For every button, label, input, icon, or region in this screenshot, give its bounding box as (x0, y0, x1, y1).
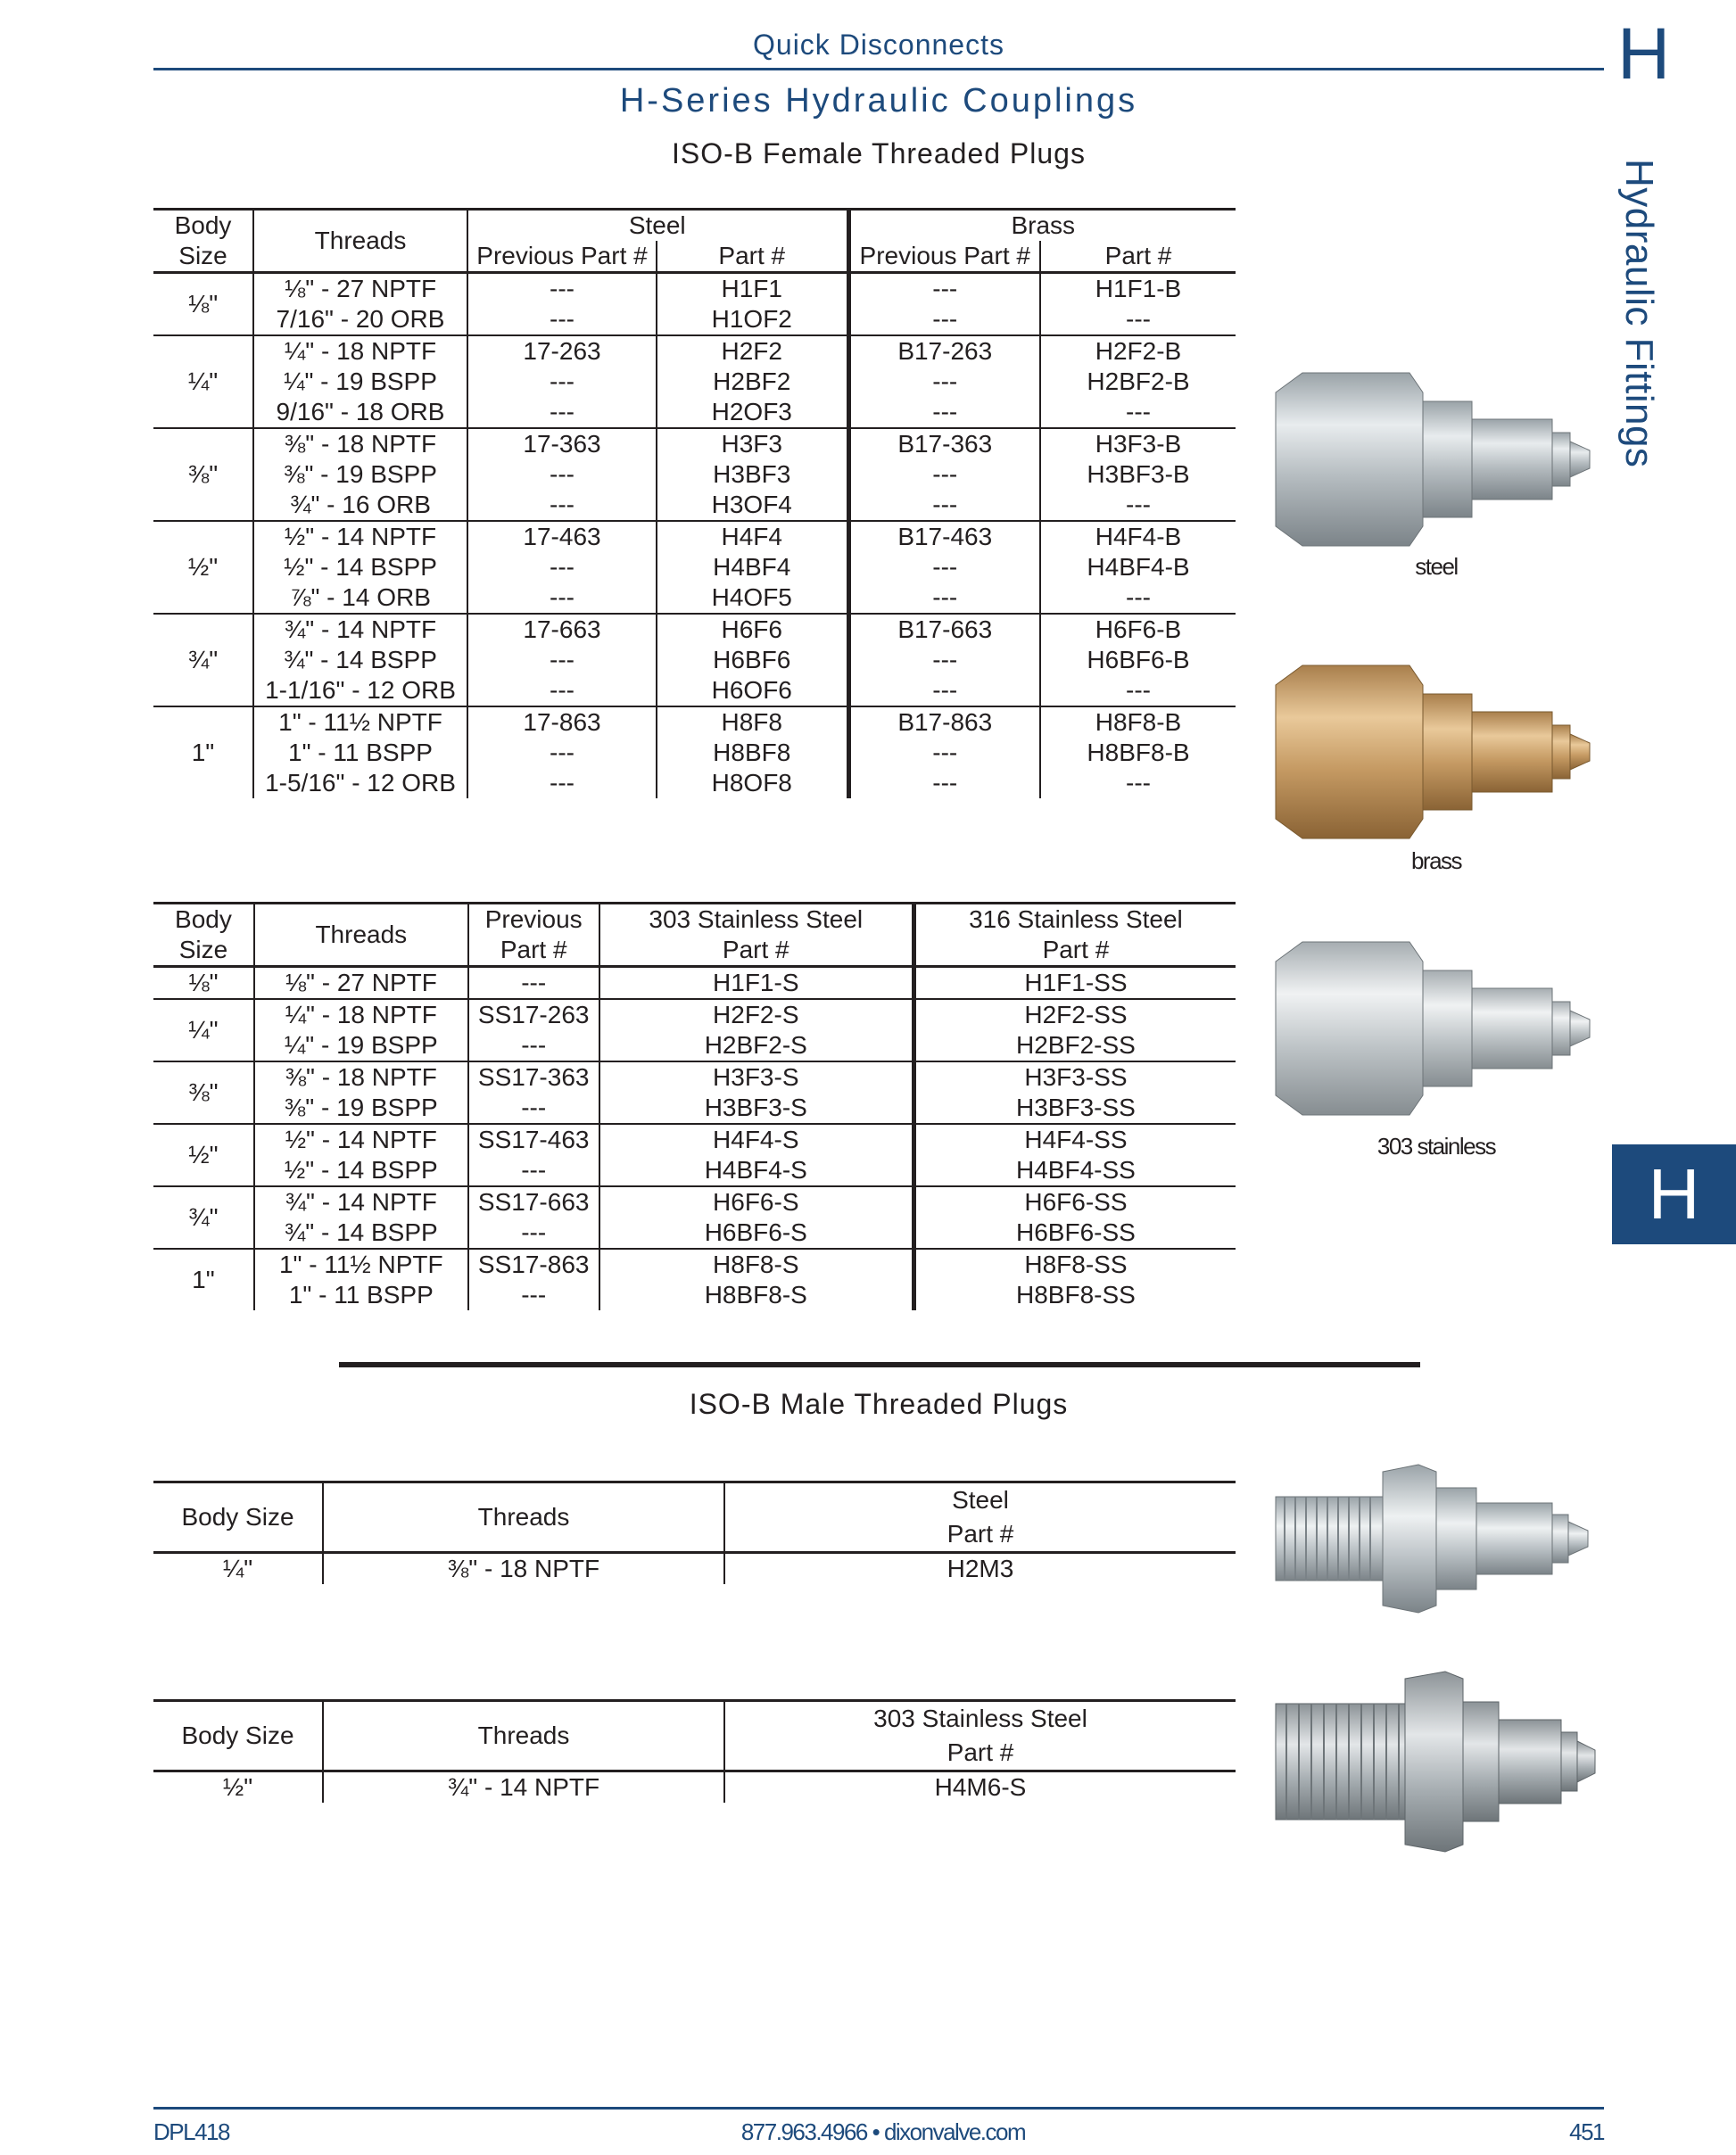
section-tab[interactable]: H (1612, 1144, 1736, 1244)
cell-brass-prev: --- (848, 490, 1040, 521)
cell-body-size: ¾" (153, 614, 253, 706)
footer-rule (153, 2107, 1604, 2110)
cell-size: ½" (222, 1773, 253, 1801)
cell-brass-prev: --- (848, 645, 1040, 675)
hdr4-part-label: Part # (947, 1738, 1014, 1766)
table-row (153, 706, 1236, 738)
cell-threads: ¼" - 19 BSPP (253, 367, 467, 397)
hdr2-ss303-part: Part # (722, 936, 789, 963)
table-row (153, 582, 1236, 614)
cell-brass-prev: --- (848, 582, 1040, 614)
hdr3-part-label: Part # (947, 1520, 1014, 1548)
cell-body-size: ½" (153, 521, 253, 614)
cell-brass-prev: --- (848, 273, 1040, 305)
cell-threads: ¼" - 18 NPTF (254, 999, 468, 1030)
table-row (153, 397, 1236, 428)
section-letter: H (1617, 13, 1671, 95)
cell-threads: ½" - 14 BSPP (253, 552, 467, 582)
cell-steel-prev: 17-263 (467, 335, 657, 367)
stainless-caption: 303 stainless (1376, 1133, 1496, 1160)
cell-ss316-part: H8F8-SS (913, 1249, 1236, 1280)
hdr2-ss316-label: 316 Stainless Steel (969, 905, 1183, 933)
cell-prev: SS17-863 (468, 1249, 599, 1280)
cell-brass-prev: B17-263 (848, 335, 1040, 367)
cell-brass-part: H4BF4-B (1040, 552, 1236, 582)
cell-brass-prev: --- (848, 367, 1040, 397)
cell-steel-prev: --- (467, 582, 657, 614)
cell-threads: ⅛" - 27 NPTF (253, 273, 467, 305)
cell-brass-part: --- (1040, 675, 1236, 706)
cell-threads: ¼" - 19 BSPP (254, 1030, 468, 1061)
cell-threads: ⅛" - 27 NPTF (254, 967, 468, 1000)
cell-steel-part: H8F8 (657, 706, 848, 738)
cell-steel-part: H1OF2 (657, 304, 848, 335)
cell-threads: 1-5/16" - 12 ORB (253, 768, 467, 798)
cell-ss303-part: H4F4-S (599, 1124, 914, 1155)
cell-steel-part: H8BF8 (657, 738, 848, 768)
cell-steel-part: H2F2 (657, 335, 848, 367)
cell-steel-prev: --- (467, 738, 657, 768)
cell-brass-prev: --- (848, 552, 1040, 582)
cell-ss303-part: H2F2-S (599, 999, 914, 1030)
cell-threads: ¼" - 18 NPTF (253, 335, 467, 367)
cell-body-size: 1" (153, 1249, 254, 1310)
cell-part: H2M3 (724, 1553, 1236, 1585)
cell-body-size: ¼" (153, 335, 253, 428)
table-row (153, 1155, 1236, 1186)
hdr2-ss303-label: 303 Stainless Steel (649, 905, 864, 933)
cell-brass-part: H8BF8-B (1040, 738, 1236, 768)
cell-brass-part: H3F3-B (1040, 428, 1236, 459)
table-row (153, 428, 1236, 459)
brass-plug-image (1267, 658, 1606, 846)
table-row (153, 552, 1236, 582)
cell-ss316-part: H3F3-SS (913, 1061, 1236, 1093)
cell-threads: ½" - 14 BSPP (254, 1155, 468, 1186)
cell-threads: ¾" - 14 NPTF (253, 614, 467, 645)
cell-ss303-part: H6F6-S (599, 1186, 914, 1218)
cell-threads: ¾" - 14 BSPP (254, 1218, 468, 1249)
male-plug-stainless-table (153, 1699, 1236, 1803)
cell-part: H4M6-S (724, 1771, 1236, 1804)
hdr4-body-size: Body Size (181, 1722, 294, 1749)
hdr2-ss303 (599, 904, 914, 967)
table-row (153, 1249, 1236, 1280)
cell-ss316-part: H1F1-SS (913, 967, 1236, 1000)
cell-brass-prev: B17-463 (848, 521, 1040, 552)
male-plug-steel-table (153, 1481, 1236, 1584)
table-row (153, 1553, 1236, 1585)
cell-steel-part: H3BF3 (657, 459, 848, 490)
cell-prev: SS17-363 (468, 1061, 599, 1093)
cell-steel-part: H1F1 (657, 273, 848, 305)
cell-brass-prev: --- (848, 768, 1040, 798)
table-row (153, 675, 1236, 706)
cell-steel-prev: --- (467, 552, 657, 582)
hdr-steel-part: Part # (657, 241, 848, 273)
cell-body-size: 1" (153, 706, 253, 798)
cell-brass-part: H6F6-B (1040, 614, 1236, 645)
cell-brass-part: H6BF6-B (1040, 645, 1236, 675)
hdr-body-size: Body Size (174, 211, 232, 269)
cell-ss303-part: H6BF6-S (599, 1218, 914, 1249)
stainless-plug-image (1267, 935, 1606, 1122)
category-title: Quick Disconnects (753, 29, 1004, 61)
cell-body-size: ¼" (153, 999, 254, 1061)
stainless-plug-table (153, 902, 1236, 1310)
cell-prev: --- (468, 1280, 599, 1310)
cell-body-size: ½" (153, 1124, 254, 1186)
brass-caption: brass (1410, 847, 1462, 874)
cell-ss303-part: H3BF3-S (599, 1093, 914, 1124)
cell-threads: ⅜" - 18 NPTF (253, 428, 467, 459)
table-row (153, 273, 1236, 305)
table-row (153, 1771, 1236, 1804)
cell-ss303-part: H8BF8-S (599, 1280, 914, 1310)
cell-steel-part: H2BF2 (657, 367, 848, 397)
cell-threads: ¾" - 14 NPTF (323, 1771, 724, 1804)
cell-steel-part: H3F3 (657, 428, 848, 459)
cell-threads: 7/16" - 20 ORB (253, 304, 467, 335)
cell-steel-part: H6F6 (657, 614, 848, 645)
cell-steel-part: H4F4 (657, 521, 848, 552)
cell-ss303-part: H4BF4-S (599, 1155, 914, 1186)
cell-threads: 1" - 11½ NPTF (253, 706, 467, 738)
table-row (153, 304, 1236, 335)
cell-ss316-part: H3BF3-SS (913, 1093, 1236, 1124)
cell-ss316-part: H8BF8-SS (913, 1280, 1236, 1310)
hdr-steel: Steel (467, 210, 848, 242)
hdr-steel-prev: Previous Part # (467, 241, 657, 273)
cell-threads: ¾" - 16 ORB (253, 490, 467, 521)
hdr-brass: Brass (848, 210, 1236, 242)
table-row (153, 459, 1236, 490)
cell-prev: --- (468, 967, 599, 1000)
cell-threads: ⅞" - 14 ORB (253, 582, 467, 614)
steel-plug-image (1267, 366, 1606, 553)
cell-body-size: ⅜" (153, 1061, 254, 1124)
cell-threads: 1-1/16" - 12 ORB (253, 675, 467, 706)
cell-steel-prev: 17-463 (467, 521, 657, 552)
cell-threads: ½" - 14 NPTF (253, 521, 467, 552)
cell-size: ¼" (222, 1555, 253, 1582)
cell-ss303-part: H3F3-S (599, 1061, 914, 1093)
male-steel-plug-image (1267, 1463, 1606, 1614)
cell-ss303-part: H2BF2-S (599, 1030, 914, 1061)
cell-steel-part: H8OF8 (657, 768, 848, 798)
cell-brass-prev: B17-863 (848, 706, 1040, 738)
cell-ss316-part: H2F2-SS (913, 999, 1236, 1030)
cell-ss316-part: H2BF2-SS (913, 1030, 1236, 1061)
hdr4-material (724, 1701, 1236, 1771)
table1-subtitle: ISO-B Female Threaded Plugs (672, 137, 1086, 169)
cell-steel-prev: --- (467, 645, 657, 675)
cell-steel-prev: --- (467, 397, 657, 428)
cell-brass-prev: --- (848, 738, 1040, 768)
table-row (153, 1124, 1236, 1155)
cell-threads: ⅜" - 18 NPTF (323, 1553, 724, 1585)
table-row (153, 645, 1236, 675)
cell-brass-part: H1F1-B (1040, 273, 1236, 305)
cell-steel-part: H4BF4 (657, 552, 848, 582)
hdr3-material-label: Steel (952, 1486, 1009, 1514)
cell-steel-part: H2OF3 (657, 397, 848, 428)
hdr2-prev: Previous Part # (468, 904, 599, 967)
cell-body-size: ⅜" (153, 428, 253, 521)
table-row (153, 1218, 1236, 1249)
cell-steel-part: H3OF4 (657, 490, 848, 521)
cell-brass-prev: --- (848, 675, 1040, 706)
hdr-threads: Threads (253, 210, 467, 273)
male-stainless-plug-image (1267, 1668, 1606, 1855)
cell-brass-prev: --- (848, 459, 1040, 490)
cell-steel-prev: --- (467, 367, 657, 397)
cell-steel-prev: --- (467, 490, 657, 521)
hdr4-threads: Threads (323, 1701, 724, 1771)
hdr3-material (724, 1482, 1236, 1553)
table-row (153, 490, 1236, 521)
hdr2-threads: Threads (254, 904, 468, 967)
table-row (153, 768, 1236, 798)
cell-threads: ⅜" - 18 NPTF (254, 1061, 468, 1093)
table-row (153, 738, 1236, 768)
table-row (153, 335, 1236, 367)
cell-steel-prev: 17-863 (467, 706, 657, 738)
cell-prev: SS17-663 (468, 1186, 599, 1218)
cell-ss303-part: H1F1-S (599, 967, 914, 1000)
cell-steel-prev: --- (467, 675, 657, 706)
cell-brass-part: --- (1040, 397, 1236, 428)
page-number: 451 (1569, 2118, 1604, 2145)
cell-ss303-part: H8F8-S (599, 1249, 914, 1280)
cell-brass-part: H4F4-B (1040, 521, 1236, 552)
table-row (153, 999, 1236, 1030)
footer-contact[interactable]: 877.963.4966 • dixonvalve.com (740, 2118, 1026, 2145)
cell-ss316-part: H6BF6-SS (913, 1218, 1236, 1249)
cell-steel-prev: --- (467, 459, 657, 490)
table3-subtitle: ISO-B Male Threaded Plugs (689, 1388, 1069, 1420)
cell-ss316-part: H4F4-SS (913, 1124, 1236, 1155)
cell-threads: ¾" - 14 NPTF (254, 1186, 468, 1218)
steel-caption: steel (1415, 553, 1458, 580)
cell-prev: SS17-263 (468, 999, 599, 1030)
section-divider (339, 1362, 1420, 1367)
cell-threads: ⅜" - 19 BSPP (253, 459, 467, 490)
cell-steel-prev: --- (467, 768, 657, 798)
table-row (153, 521, 1236, 552)
cell-steel-part: H4OF5 (657, 582, 848, 614)
table-row (153, 614, 1236, 645)
cell-brass-prev: --- (848, 397, 1040, 428)
hdr3-body-size: Body Size (181, 1503, 294, 1531)
cell-brass-part: H2BF2-B (1040, 367, 1236, 397)
table-row (153, 1280, 1236, 1310)
header-rule (153, 68, 1604, 70)
cell-ss316-part: H6F6-SS (913, 1186, 1236, 1218)
cell-brass-part: H2F2-B (1040, 335, 1236, 367)
cell-brass-part: H8F8-B (1040, 706, 1236, 738)
cell-prev: --- (468, 1218, 599, 1249)
table-row (153, 1061, 1236, 1093)
female-plug-table (153, 208, 1236, 798)
cell-steel-part: H6OF6 (657, 675, 848, 706)
cell-threads: 1" - 11½ NPTF (254, 1249, 468, 1280)
cell-threads: ½" - 14 NPTF (254, 1124, 468, 1155)
hdr-brass-part: Part # (1040, 241, 1236, 273)
hdr2-ss316-part: Part # (1042, 936, 1110, 963)
hdr2-ss316 (913, 904, 1236, 967)
cell-prev: --- (468, 1155, 599, 1186)
table-row (153, 967, 1236, 1000)
cell-body-size: ⅛" (187, 290, 219, 318)
cell-threads: 1" - 11 BSPP (253, 738, 467, 768)
cell-steel-prev: --- (467, 304, 657, 335)
table-row (153, 1030, 1236, 1061)
cell-brass-prev: B17-363 (848, 428, 1040, 459)
table-row (153, 367, 1236, 397)
hdr4-material-label: 303 Stainless Steel (873, 1705, 1087, 1732)
cell-brass-part: --- (1040, 582, 1236, 614)
cell-body-size: ¾" (153, 1186, 254, 1249)
table-row (153, 1093, 1236, 1124)
cell-brass-prev: --- (848, 304, 1040, 335)
cell-threads: ¾" - 14 BSPP (253, 645, 467, 675)
page-title: H-Series Hydraulic Couplings (619, 82, 1138, 120)
cell-threads: 9/16" - 18 ORB (253, 397, 467, 428)
cell-prev: --- (468, 1093, 599, 1124)
cell-prev: --- (468, 1030, 599, 1061)
hdr2-body-size: Body Size (175, 905, 232, 963)
cell-threads: 1" - 11 BSPP (254, 1280, 468, 1310)
side-title: Hydraulic Fittings (1617, 159, 1661, 468)
cell-steel-part: H6BF6 (657, 645, 848, 675)
cell-brass-part: H3BF3-B (1040, 459, 1236, 490)
table-row (153, 1186, 1236, 1218)
cell-steel-prev: 17-663 (467, 614, 657, 645)
cell-brass-part: --- (1040, 490, 1236, 521)
cell-threads: ⅜" - 19 BSPP (254, 1093, 468, 1124)
cell-prev: SS17-463 (468, 1124, 599, 1155)
cell-brass-part: --- (1040, 304, 1236, 335)
cell-body-size: ⅛" (188, 969, 219, 996)
footer-code: DPL418 (153, 2118, 229, 2145)
cell-steel-prev: --- (467, 273, 657, 305)
hdr-brass-prev: Previous Part # (848, 241, 1040, 273)
cell-brass-prev: B17-663 (848, 614, 1040, 645)
cell-ss316-part: H4BF4-SS (913, 1155, 1236, 1186)
hdr3-threads: Threads (323, 1482, 724, 1553)
cell-steel-prev: 17-363 (467, 428, 657, 459)
cell-brass-part: --- (1040, 768, 1236, 798)
